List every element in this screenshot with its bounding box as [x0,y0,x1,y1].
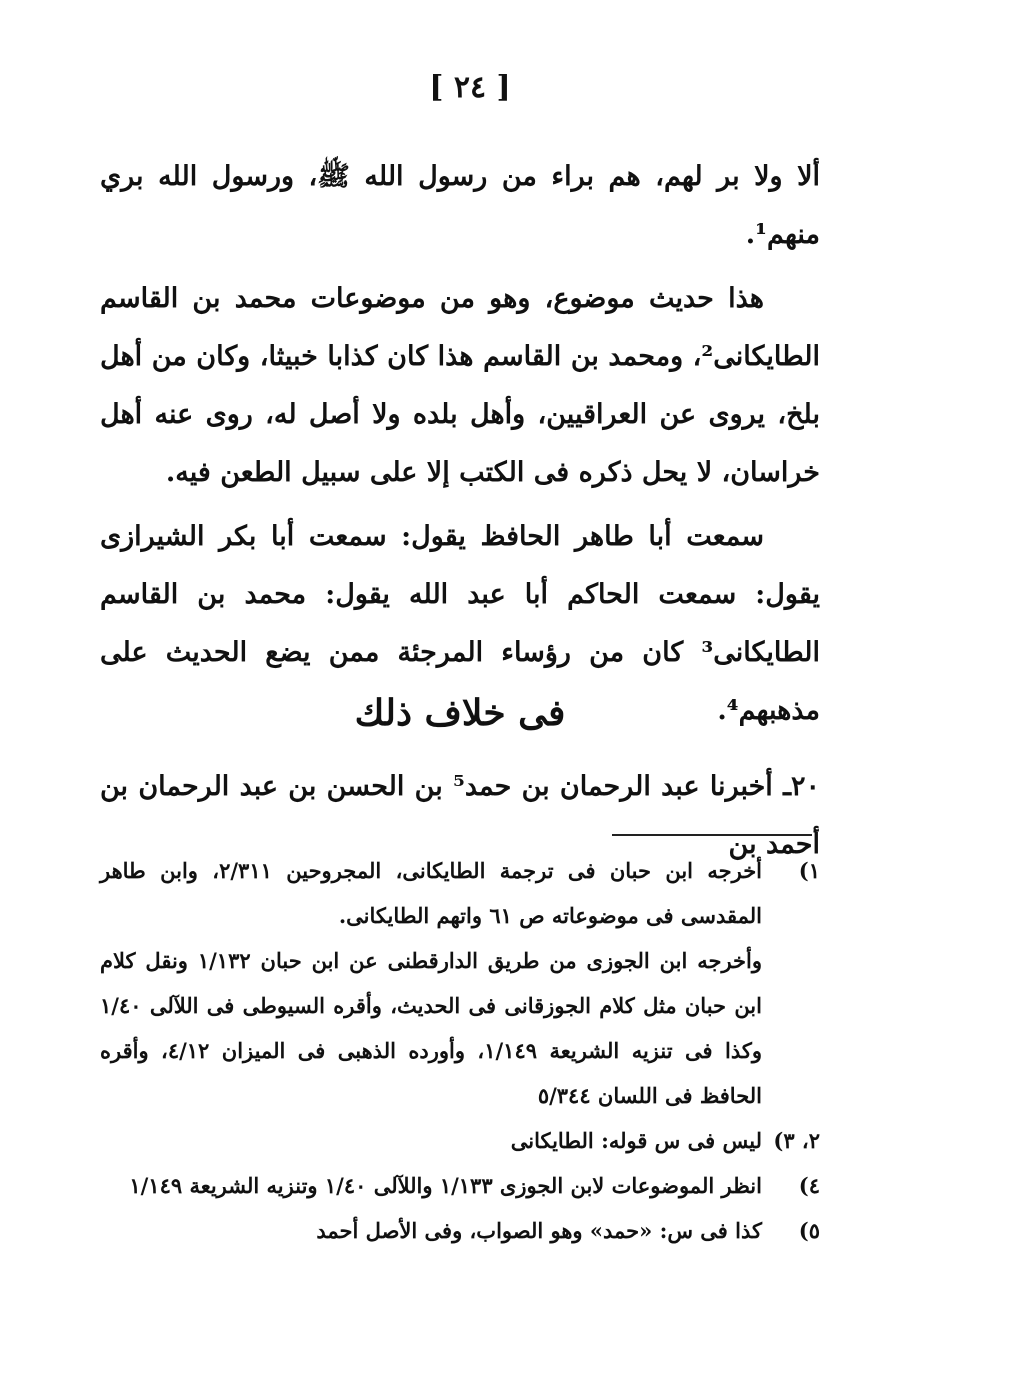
footnote-4 [100,1163,820,1208]
paragraph-2: هذا حديث موضوع، وهو من موضوعات محمد بن القاسم الطايكانى²، ومحمد بن القاسم هذا كان كذابا خبيثا، وكان من أهل بلخ، يروى عن العراقيين، وأهل بلده ولا أصل له، روى عنه أهل خراسان، لا يحل ذكره فى الكتب إلا على سبيل الطعن فيه. [100,283,820,488]
footnote-number: ١) [798,858,820,883]
section-heading: فى خلاف ذلك [354,692,566,734]
footnote-number: ٤) [798,1173,820,1198]
paragraph-3: سمعت أبا طاهر الحافظ يقول: سمعت أبا بكر الشيرازى يقول: سمعت الحاكم أبا عبد الله يقول: محمد بن القاسم الطايكانى³ كان من رؤساء المرجئة ممن يضع الحديث على مذهبهم⁴. [100,521,820,726]
footnote-line: أخرجه ابن حبان فى ترجمة الطايكانى، المجروحين ٢/٣١١، وابن طاهر المقدسى فى موضوعاته ص ٦١ واتهم الطايكانى. [100,858,763,928]
footnote-line: انظر الموضوعات لابن الجوزى ١/١٣٣ واللآلى ١/٤٠ وتنزيه الشريعة ١/١٤٩ [129,1173,762,1198]
footnote-text [100,848,762,1118]
paragraph-1: ألا ولا بر لهم، هم براء من رسول الله ﷺ، ورسول الله بري منهم¹. [100,161,820,250]
footnote-line: ليس فى س قوله: الطايكانى [510,1128,762,1153]
footnote-divider [612,834,812,836]
footnote-text [100,1118,762,1163]
footnote-line: وأخرجه ابن الجوزى من طريق الدارقطنى عن ابن حبان ١/١٣٢ ونقل كلام ابن حبان مثل كلام الجوزقانى فى الحديث، وأقره السيوطى فى اللآلى ١/٤٠ وكذا فى تنزيه الشريعة ١/١٤٩، وأورده الذهبى فى الميزان ٤/١٢، وأقره الحافظ فى اللسان ٥/٣٤٤ [100,948,763,1108]
footnote-1 [100,848,820,1118]
footnote-text [100,1163,762,1208]
hadith-20-start: ٢٠ـ أخبرنا عبد الرحمان بن حمد⁵ بن الحسن بن عبد الرحمان بن أحمد بن [100,771,820,860]
footnotes [100,848,820,1253]
footnote-5 [100,1208,820,1253]
footnote-2-3 [100,1118,820,1163]
footnote-number: ٢، ٣) [773,1128,820,1153]
page-number: [ ٢٤ ] [429,70,511,105]
footnote-text [100,1208,762,1253]
main-text [100,148,820,746]
footnote-line: كذا فى س: «حمد» وهو الصواب، وفى الأصل أحمد [316,1218,762,1243]
footnote-number: ٥) [798,1218,820,1243]
